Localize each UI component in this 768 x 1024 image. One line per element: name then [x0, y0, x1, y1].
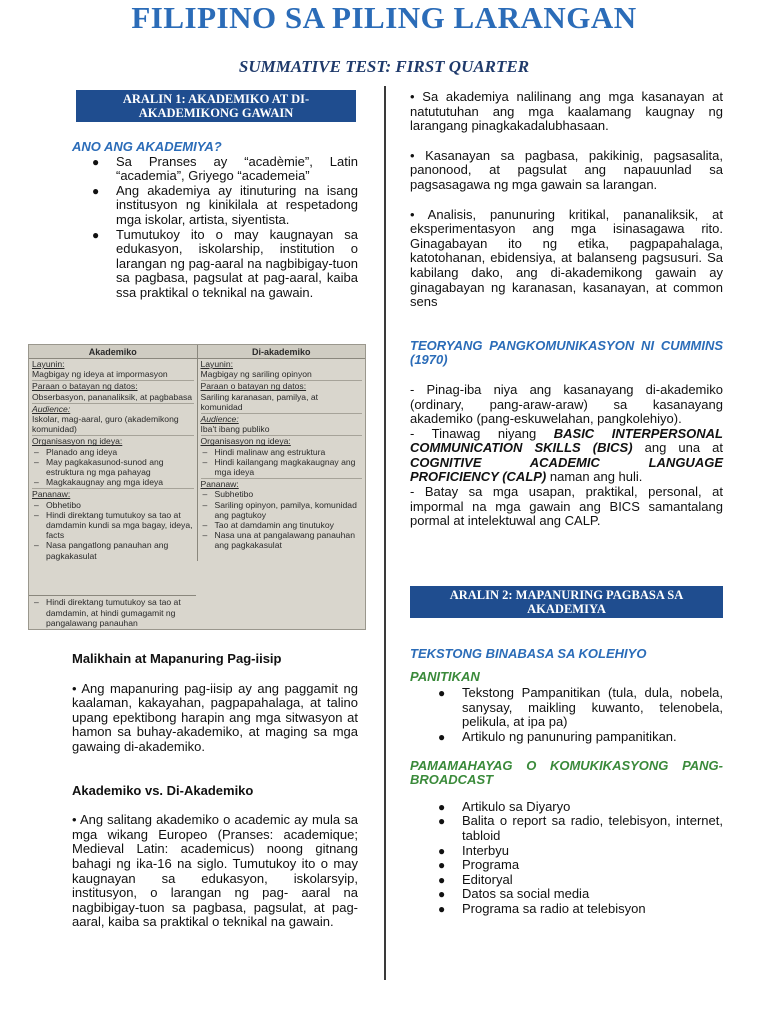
malikhain-paragraph: • Ang mapanuring pag-iisip ay ang paggamit ng kaalaman, kakayahan, pagpapahalaga, at talino upang epektibong harapin ang mga sitwasyon at hamon sa buhay-akademiko, at maging sa mga gawaing di-akademiko. — [72, 680, 358, 754]
teorya-cummins-heading: TEORYANG PANGKOMUNIKASYON NI CUMMINS (1970) — [410, 337, 723, 368]
bullet-icon: ● — [438, 843, 446, 858]
table-cell: Audience: — [32, 403, 71, 414]
list-item: ● Sa Pranses ay “acadèmie”, Latin “academia”, Griyego “academeia” — [92, 153, 358, 184]
bullet-icon: ● — [438, 872, 446, 887]
list-item: ● Artikulo sa Diyaryo — [438, 798, 571, 814]
left-column — [72, 90, 358, 301]
table-cell: – Nasa pangatlong panauhan ang pagkakasulat — [32, 540, 194, 560]
table-cell: – Sariling opinyon, pamilya, komunidad ang pagtukoy — [201, 500, 363, 520]
list-item: ● Artikulo ng panunuring pampanitikan. — [438, 728, 677, 744]
bullet-icon: ● — [438, 901, 446, 916]
bullet-icon: ● — [438, 729, 446, 744]
table-cell: Organisasyon ng ideya: — [32, 436, 123, 447]
bullet-icon: ● — [438, 887, 446, 902]
table-cell: – Tao at damdamin ang tinutukoy — [201, 520, 363, 530]
list-item: ● Ang akademiya ay itinuturing na isang institusyon ng kinikilala at respetadong mga iskolar, artista, siyentista. — [92, 182, 358, 227]
table-cell: Iba't ibang publiko — [201, 424, 363, 436]
table-cell: Sariling karanasan, pamilya, at komunidad — [201, 392, 363, 414]
table-cell: Obserbasyon, pananaliksik, at pagbabasa — [32, 392, 194, 404]
table-cell: – May pagkakasunod-sunod ang estruktura ng mga pahayag — [32, 457, 194, 477]
akademiya-paragraph-1: • Sa akademiya nalilinang ang mga kasanayan at natututuhan ang mga kaalamang kaugnay ng larangang pinagkakadalubhasaan. — [410, 89, 723, 134]
table-body — [29, 359, 365, 561]
table-cell: Paraan o batayan ng datos: — [200, 381, 307, 392]
table-footer-cell: – Hindi direktang tumutukoy sa tao at damdamin, at hindi gumagamit ng pangalawang panauhan — [29, 595, 196, 629]
list-item: ● Balita o report sa radio, telebisyon, internet, tabloid — [438, 813, 723, 843]
aralin-2-heading: ARALIN 2: MAPANURING PAGBASA SA AKADEMIYA — [410, 586, 723, 618]
right-column-lower — [410, 586, 723, 917]
list-item: ● Programa — [438, 857, 520, 873]
table-column-di-akademiko — [197, 359, 366, 561]
pamamahayag-list — [410, 800, 723, 917]
list-item: ● Interbyu — [438, 842, 509, 858]
table-cell: Pananaw: — [32, 489, 71, 500]
table-cell: Layunin: — [32, 359, 65, 369]
table-cell: – Magkakaugnay ang mga ideya — [32, 477, 194, 489]
table-cell: – Subhetibo — [201, 489, 363, 499]
table-cell: Layunin: — [200, 359, 233, 369]
akademiko-vs-di-akademiko-table — [28, 344, 366, 630]
akademiko-vs-heading: Akademiko vs. Di-Akademiko — [72, 782, 254, 798]
table-cell: Paraan o batayan ng datos: — [32, 381, 138, 392]
list-item: ● Programa sa radio at telebisyon — [438, 900, 646, 916]
table-cell: – Hindi malinaw ang estruktura — [201, 447, 363, 457]
list-item: ● Tekstong Pampanitikan (tula, dula, nobela, sanysay, maikling kuwanto, telenobela, pelikula, at ipa pa) — [438, 685, 723, 730]
bullet-icon: ● — [438, 686, 446, 701]
bullet-icon: ● — [92, 227, 100, 242]
akademiya-paragraph-3: • Analisis, panunuring kritikal, pananaliksik, at eksperimentasyon ang mga isinasagawa rito. Ginagabayan ito ng etika, pagpapahalaga, katotohanan, ebidensiya, at balanseng pagsusuri. Sa kabilang dako, ang di-akademikong gawain ay ginagabayan ng karanasan, kasanayan, at common sens — [410, 206, 723, 310]
table-cell: Pananaw: — [200, 479, 239, 490]
bullet-icon: ● — [438, 858, 446, 873]
akademiko-vs-paragraph: • Ang salitang akademiko o academic ay mula sa mga wikang Europeo (Pranses: academique; Medieval Latin: academicus) noong gitnang bahagi ng ika-16 na siglo. Tumutukoy ito o may kaugnayan sa edukasyon, iskolarsyip, institusyon, o larangan ng pag- aaral na nagbibigay-tuon sa pagbasa, pagsulat, at pag-aaral, kaiba sa praktikal o teknikal na gawain. — [72, 812, 358, 930]
table-header — [29, 345, 365, 359]
panitikan-list — [410, 686, 723, 744]
teorya-paragraph-1: - Pinag-iba niya ang kasanayang di-akademiko (ordinary, pang-araw-araw) sa kasanayang akademiko (pang-eskuwelahan, pangkolehiyo). — [410, 381, 723, 427]
table-cell: Magbigay ng ideya at impormasyon — [32, 369, 194, 381]
pamamahayag-heading: PAMAMAHAYAG O KOMUKIKASYONG PANG-BROADCAST — [410, 757, 723, 788]
akademiya-paragraph-2: • Kasanayan sa pagbasa, pakikinig, pagsasalita, panonood, at pagsulat ang napauunlad sa pagsasagawa ng mga gawain sa larangan. — [410, 147, 723, 192]
ano-ang-akademiya-heading: ANO ANG AKADEMIYA? — [72, 139, 222, 154]
table-cell: Audience: — [200, 414, 239, 425]
table-cell: – Planado ang ideya — [32, 447, 194, 457]
table-column-akademiko — [29, 359, 197, 561]
teorya-paragraph-3: - Batay sa mga usapan, praktikal, personal, at impormal na mga gawain ang BICS samantalang pormal at intelektuwal ang CALP. — [410, 484, 723, 529]
right-column — [410, 90, 723, 529]
bullet-icon: ● — [92, 154, 100, 169]
table-cell: Organisasyon ng ideya: — [200, 436, 291, 447]
table-cell: Magbigay ng sariling opinyon — [201, 369, 363, 381]
bullet-icon: ● — [92, 183, 100, 198]
list-item: ● Datos sa social media — [438, 886, 590, 902]
column-divider — [384, 86, 386, 980]
aralin-1-heading: ARALIN 1: AKADEMIKO AT DI-AKADEMIKONG GAWAIN — [76, 90, 356, 122]
table-header-di-akademiko: Di-akademiko — [197, 345, 366, 358]
table-cell: – Hindi kailangang magkakaugnay ang mga ideya — [201, 457, 363, 479]
table-cell: Iskolar, mag-aaral, guro (akademikong komunidad) — [32, 414, 194, 436]
panitikan-heading: PANITIKAN — [410, 668, 480, 684]
document-title: FILIPINO SA PILING LARANGAN — [131, 0, 637, 35]
document-subtitle: SUMMATIVE TEST: FIRST QUARTER — [238, 57, 530, 76]
table-header-akademiko: Akademiko — [88, 347, 137, 357]
list-item: ● Editoryal — [438, 871, 513, 887]
teorya-paragraph-2: - Tinawag niyang BASIC INTERPERSONAL COMMUNICATION SKILLS (BICS) ang una at COGNITIVE ACADEMIC LANGUAGE PROFICIENCY (CALP) naman ang huli. — [410, 425, 724, 485]
table-cell: – Nasa una at pangalawang panauhan ang pagkakasulat — [201, 530, 363, 550]
left-column-lower — [72, 652, 358, 930]
bullet-icon: ● — [438, 799, 446, 814]
akademiya-bullet-list — [64, 155, 358, 301]
list-item: ● Tumutukoy ito o may kaugnayan sa edukasyon, iskolarship, institution o larangan ng pag-aaral na nagbibigay-tuon sa pagbasa, pagsulat at pag-aaral, kaiba ssa praktikal o teknikal na gawain. — [92, 226, 358, 300]
bullet-icon: ● — [438, 814, 446, 829]
tekstong-binabasa-heading: TEKSTONG BINABASA SA KOLEHIYO — [410, 646, 647, 661]
malikhain-heading: Malikhain at Mapanuring Pag-iisip — [72, 651, 282, 666]
table-cell: – Hindi direktang tumutukoy sa tao at damdamin kundi sa mga bagay, ideya, facts — [32, 510, 194, 541]
table-cell: – Obhetibo — [32, 500, 194, 510]
